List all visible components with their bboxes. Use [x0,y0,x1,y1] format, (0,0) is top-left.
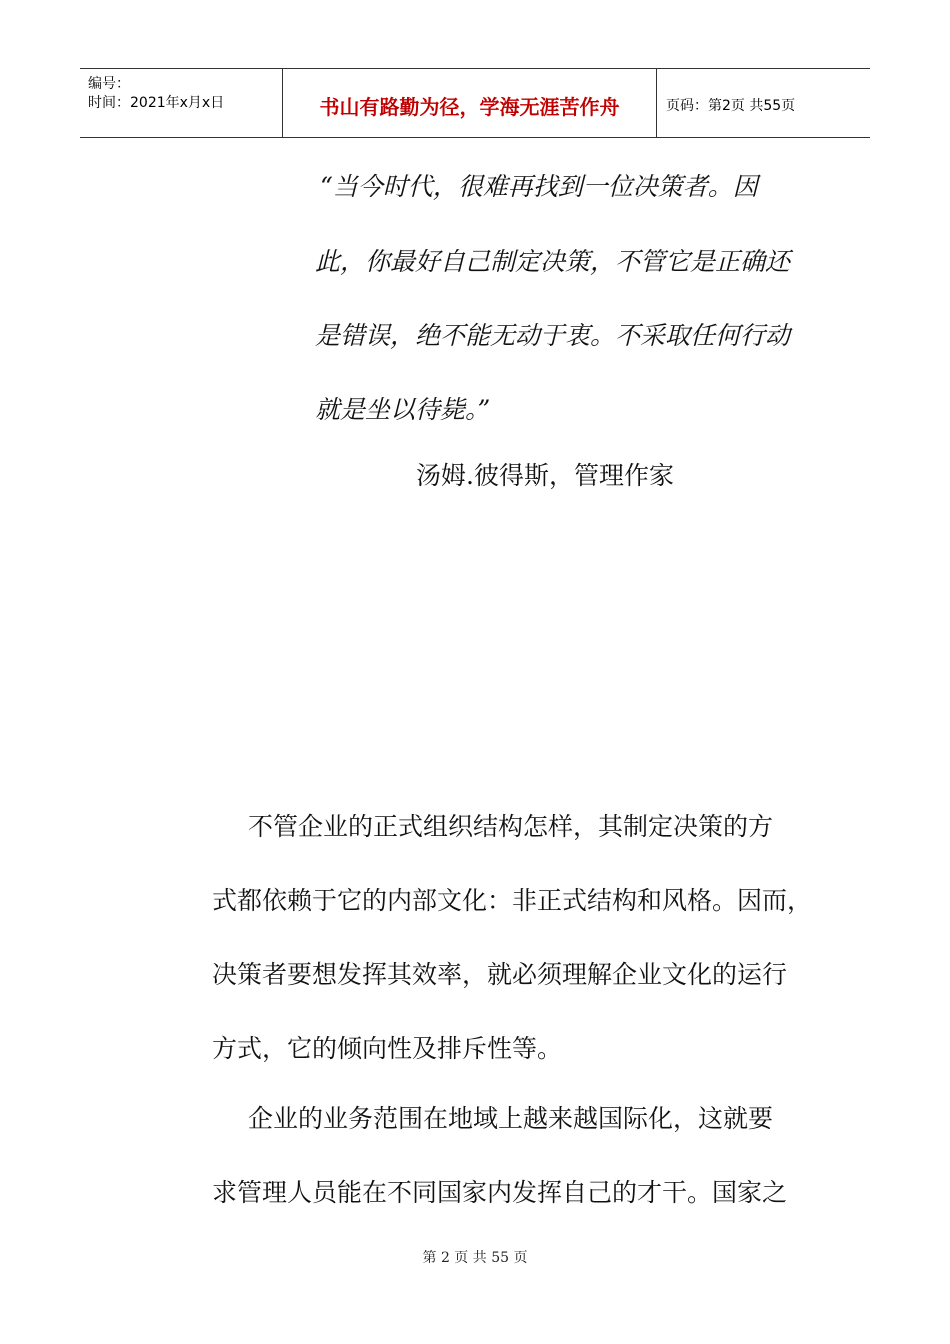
quote-attribution: 汤姆.彼得斯，管理作家 [416,461,674,490]
quote-line: 就是坐以待毙。” [315,395,491,424]
paragraph-line: 式都依赖于它的内部文化：非正式结构和风格。因而， [212,886,813,915]
header-right-cell [656,69,870,137]
quote-line: 此，你最好自己制定决策，不管它是正确还 [315,247,791,276]
document-date-label: 时间：2021年x月x日 [88,95,225,111]
document-header [80,68,870,138]
header-page-indicator: 页码：第2页 共55页 [666,98,796,114]
quote-line: “当今时代，很难再找到一位决策者。因 [320,172,758,201]
paragraph-line: 方式，它的倾向性及排斥性等。 [212,1034,563,1063]
paragraph-line: 企业的业务范围在地域上越来越国际化，这就要 [248,1104,774,1133]
header-motto: 书山有路勤为径，学海无涯苦作舟 [319,95,620,119]
header-middle-cell [282,69,657,137]
paragraph-line: 决策者要想发挥其效率，就必须理解企业文化的运行 [212,960,788,989]
quote-line: 是错误，绝不能无动于衷。不采取任何行动 [315,321,791,350]
document-number-label: 编号： [88,76,130,92]
paragraph-line: 不管企业的正式组织结构怎样，其制定决策的方 [248,812,774,841]
page-footer: 第 2 页 共 55 页 [422,1250,528,1266]
header-left-cell [80,69,282,137]
paragraph-line: 求管理人员能在不同国家内发挥自己的才干。国家之 [212,1178,788,1207]
